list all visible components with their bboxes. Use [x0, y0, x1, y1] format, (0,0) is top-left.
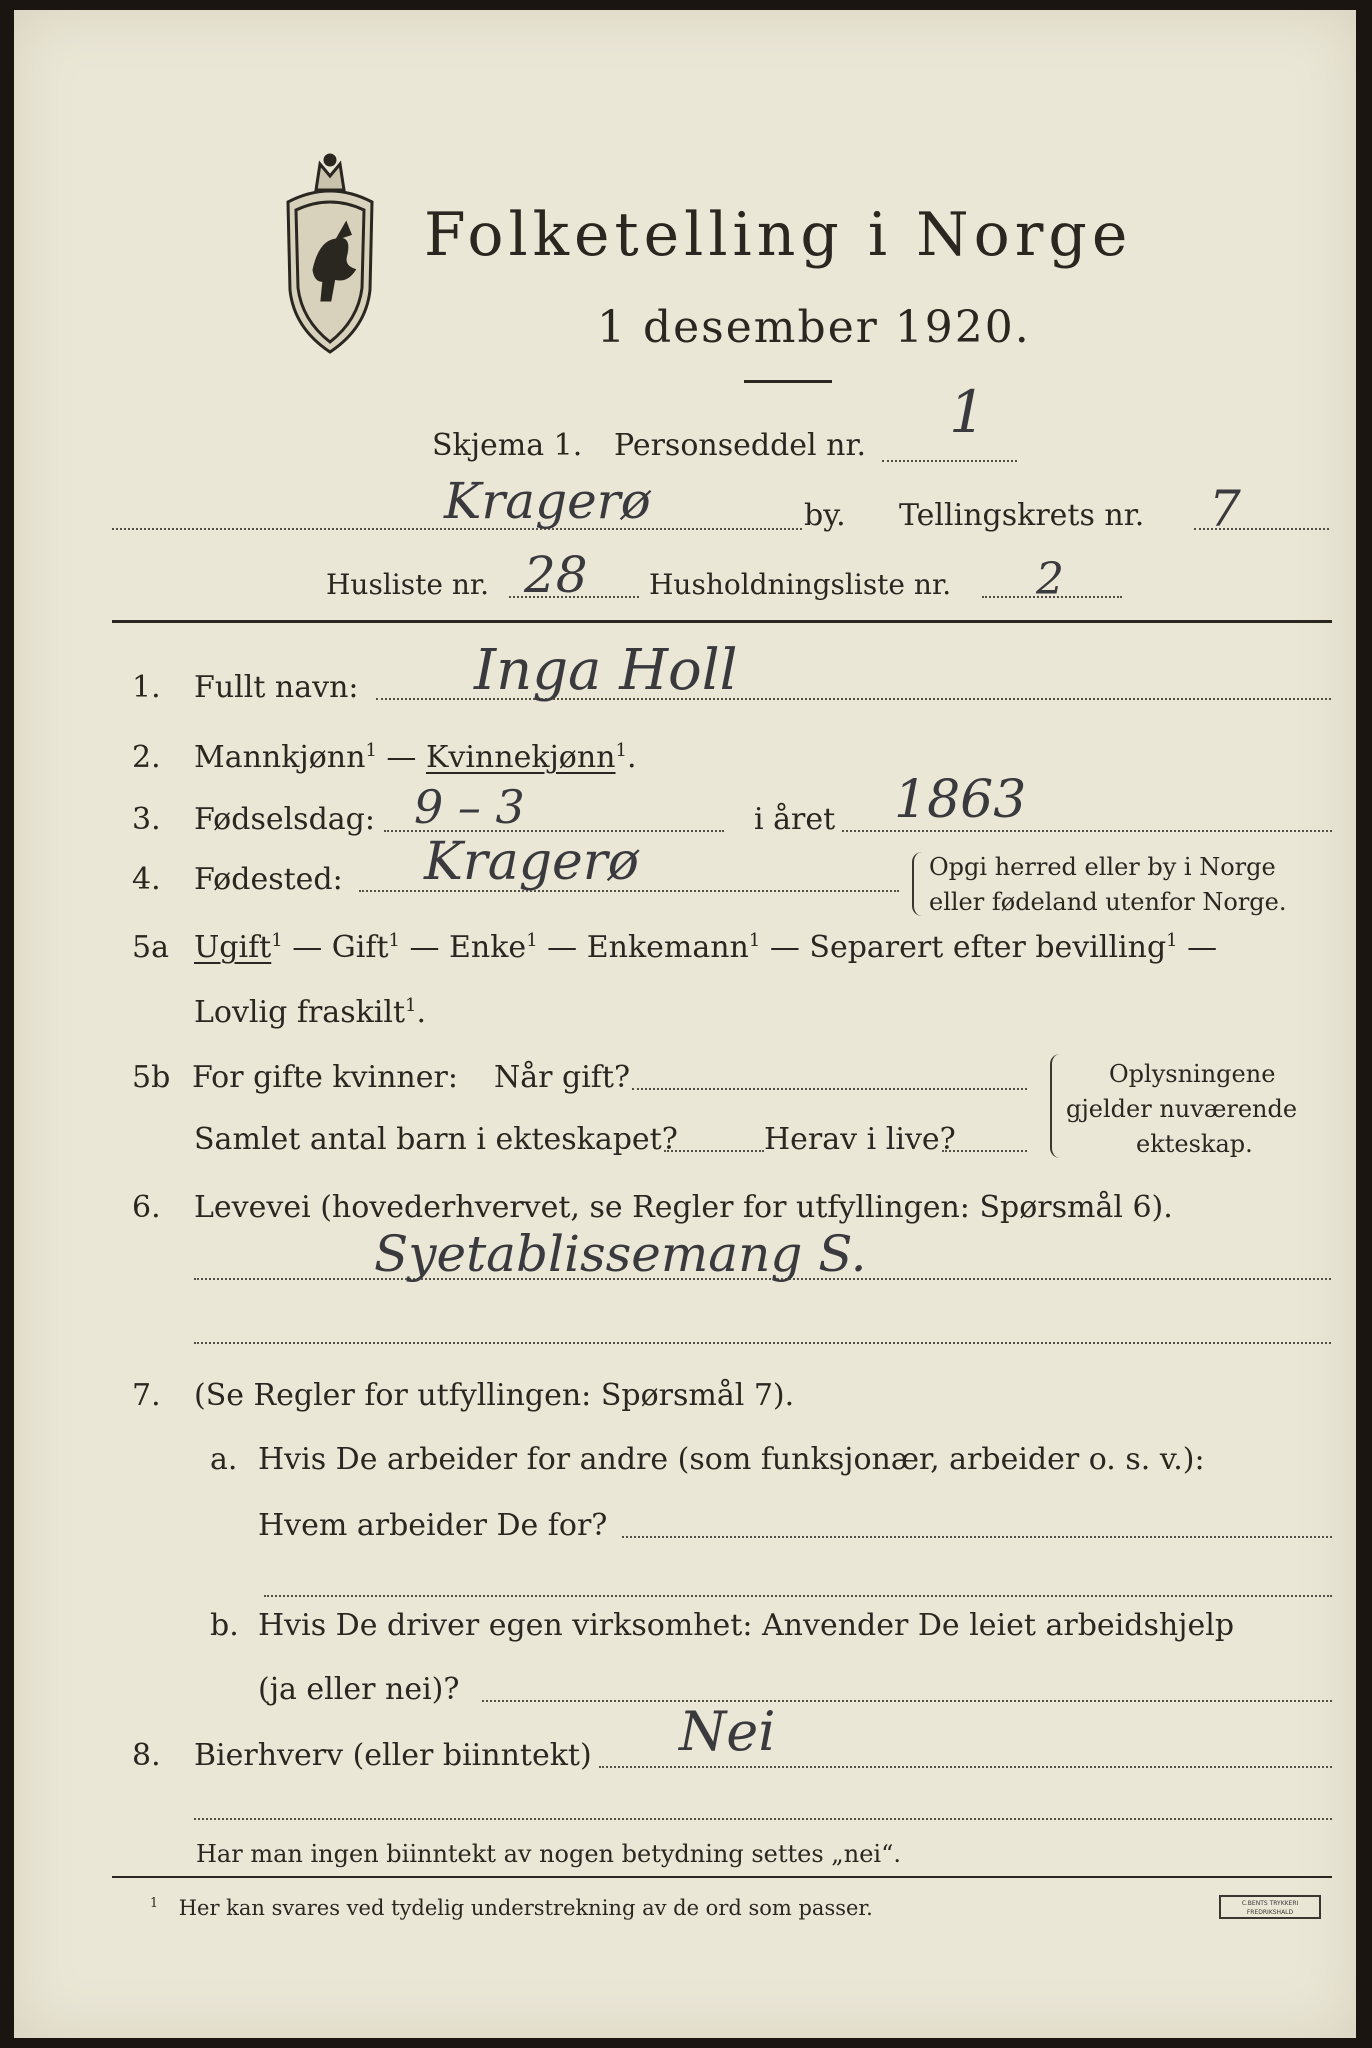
- when-married-line: [632, 1088, 1027, 1090]
- side-income-line-2: [194, 1818, 1332, 1820]
- q4-brace: [912, 852, 922, 916]
- husliste-value[interactable]: 28: [524, 546, 588, 604]
- husliste-label: Husliste nr.: [326, 568, 490, 601]
- form-title: Folketelling i Norge: [424, 200, 1133, 270]
- q8-number: 8.: [132, 1738, 161, 1773]
- q2-footnote-ref: 1: [365, 740, 377, 761]
- husholdningsliste-value[interactable]: 2: [1036, 554, 1064, 605]
- birth-year-value[interactable]: 1863: [894, 770, 1027, 830]
- q5b-brace: [1050, 1054, 1062, 1158]
- personseddel-label: Personseddel nr.: [614, 428, 867, 463]
- q5a-number: 5a: [132, 930, 169, 965]
- q2-sex: [194, 740, 637, 775]
- q4-note-line2: eller fødeland utenfor Norge.: [929, 888, 1287, 916]
- husholdningsliste-label: Husholdningsliste nr.: [649, 568, 952, 601]
- header-divider: [112, 620, 1332, 623]
- q6-label: Levevei (hovederhvervet, se Regler for utfyllingen: Spørsmål 6).: [194, 1190, 1173, 1225]
- q6-number: 6.: [132, 1190, 161, 1225]
- when-married-label: Når gift?: [494, 1060, 631, 1095]
- skjema-label: Skjema 1.: [432, 428, 583, 463]
- coat-of-arms-icon: [276, 150, 384, 360]
- personseddel-line: [882, 460, 1017, 462]
- footnote-mark: 1: [150, 1895, 159, 1910]
- q5b-note-line3: ekteskap.: [1136, 1130, 1253, 1158]
- tellingskrets-value[interactable]: 7: [1209, 480, 1241, 538]
- q8-label: Bierhverv (eller biinntekt): [194, 1738, 592, 1773]
- form-date: 1 desember 1920.: [597, 302, 1031, 353]
- q7a-question: Hvem arbeider De for?: [258, 1508, 608, 1543]
- footnote: [150, 1895, 873, 1920]
- q1-label: Fullt navn:: [194, 670, 359, 705]
- side-income-line-1: [599, 1766, 1332, 1768]
- q5b-label: For gifte kvinner:: [192, 1060, 458, 1095]
- q5b-number: 5b: [132, 1060, 171, 1095]
- title-divider: [744, 380, 832, 383]
- q5a-divorced: Lovlig fraskilt$^1$.: [194, 995, 427, 1030]
- q3-label: Fødselsdag:: [194, 802, 375, 837]
- q2-separator: —: [376, 740, 426, 775]
- year-label: i året: [754, 802, 836, 837]
- employer-line-1: [622, 1536, 1332, 1538]
- city-value[interactable]: Kragerø: [444, 472, 651, 530]
- q7-number: 7.: [132, 1378, 161, 1413]
- q5b-note-line2: gjelder nuværende: [1066, 1095, 1298, 1123]
- unmarried-option[interactable]: Ugift: [194, 930, 272, 965]
- children-alive-label: Herav i live?: [764, 1122, 956, 1157]
- q5a-options: Ugift$^1$ — Gift$^1$ — Enke$^1$ — Enkemann$^1$ — Separert efter bevilling$^1$ —: [194, 930, 1218, 965]
- q2-footnote-ref: 1: [615, 740, 627, 761]
- occupation-value[interactable]: Syetablissemang S.: [374, 1225, 867, 1283]
- occupation-line-2: [194, 1342, 1331, 1344]
- female-option[interactable]: Kvinnekjønn: [425, 740, 616, 775]
- q7a-letter: a.: [210, 1442, 238, 1477]
- q2-end: .: [626, 740, 637, 775]
- footer-divider: [112, 1876, 1332, 1878]
- footnote-text: Her kan svares ved tydelig understrekning av de ord som passer.: [178, 1896, 873, 1920]
- q7b-letter: b.: [210, 1608, 239, 1643]
- q7b-text: Hvis De driver egen virksomhet: Anvender De leiet arbeidshjelp: [258, 1608, 1235, 1643]
- children-total-line: [664, 1150, 764, 1152]
- q5b-note-line1: Oplysningene: [1109, 1060, 1276, 1088]
- male-option[interactable]: Mannkjønn: [194, 740, 366, 775]
- q3-number: 3.: [132, 802, 161, 837]
- widower-option[interactable]: Enkemann: [586, 930, 749, 965]
- printer-stamp: C.BENTS TRYKKERI FREDRIKSHALD: [1219, 1895, 1321, 1919]
- employer-line-2: [264, 1595, 1332, 1597]
- q4-number: 4.: [132, 862, 161, 897]
- by-label: by.: [804, 498, 846, 533]
- children-alive-line: [942, 1150, 1027, 1152]
- widow-option[interactable]: Enke: [449, 930, 527, 965]
- year-line: [842, 830, 1332, 832]
- children-total-label: Samlet antal barn i ekteskapet?: [194, 1122, 678, 1157]
- birthplace-value[interactable]: Kragerø: [424, 832, 639, 892]
- personseddel-value[interactable]: 1: [949, 378, 986, 446]
- q1-number: 1.: [132, 670, 161, 705]
- separated-option[interactable]: Separert efter bevilling: [809, 930, 1167, 965]
- tellingskrets-label: Tellingskrets nr.: [899, 498, 1145, 533]
- q2-number: 2.: [132, 740, 161, 775]
- hired-help-line: [482, 1700, 1332, 1702]
- divorced-option[interactable]: Lovlig fraskilt: [194, 995, 406, 1030]
- married-option[interactable]: Gift: [331, 930, 389, 965]
- full-name-value[interactable]: Inga Holl: [474, 638, 738, 703]
- q7a-text: Hvis De arbeider for andre (som funksjonær, arbeider o. s. v.):: [258, 1442, 1205, 1477]
- birthday-value[interactable]: 9 – 3: [414, 780, 525, 834]
- census-form: [14, 10, 1356, 2038]
- side-income-value[interactable]: Nei: [679, 1700, 776, 1763]
- nei-note: Har man ingen biinntekt av nogen betydning settes „nei“.: [196, 1840, 901, 1868]
- q4-label: Fødested:: [194, 862, 343, 897]
- q7b-question: (ja eller nei)?: [258, 1672, 460, 1707]
- q4-note-line1: Opgi herred eller by i Norge: [929, 853, 1276, 881]
- q7-label: (Se Regler for utfyllingen: Spørsmål 7).: [194, 1378, 795, 1413]
